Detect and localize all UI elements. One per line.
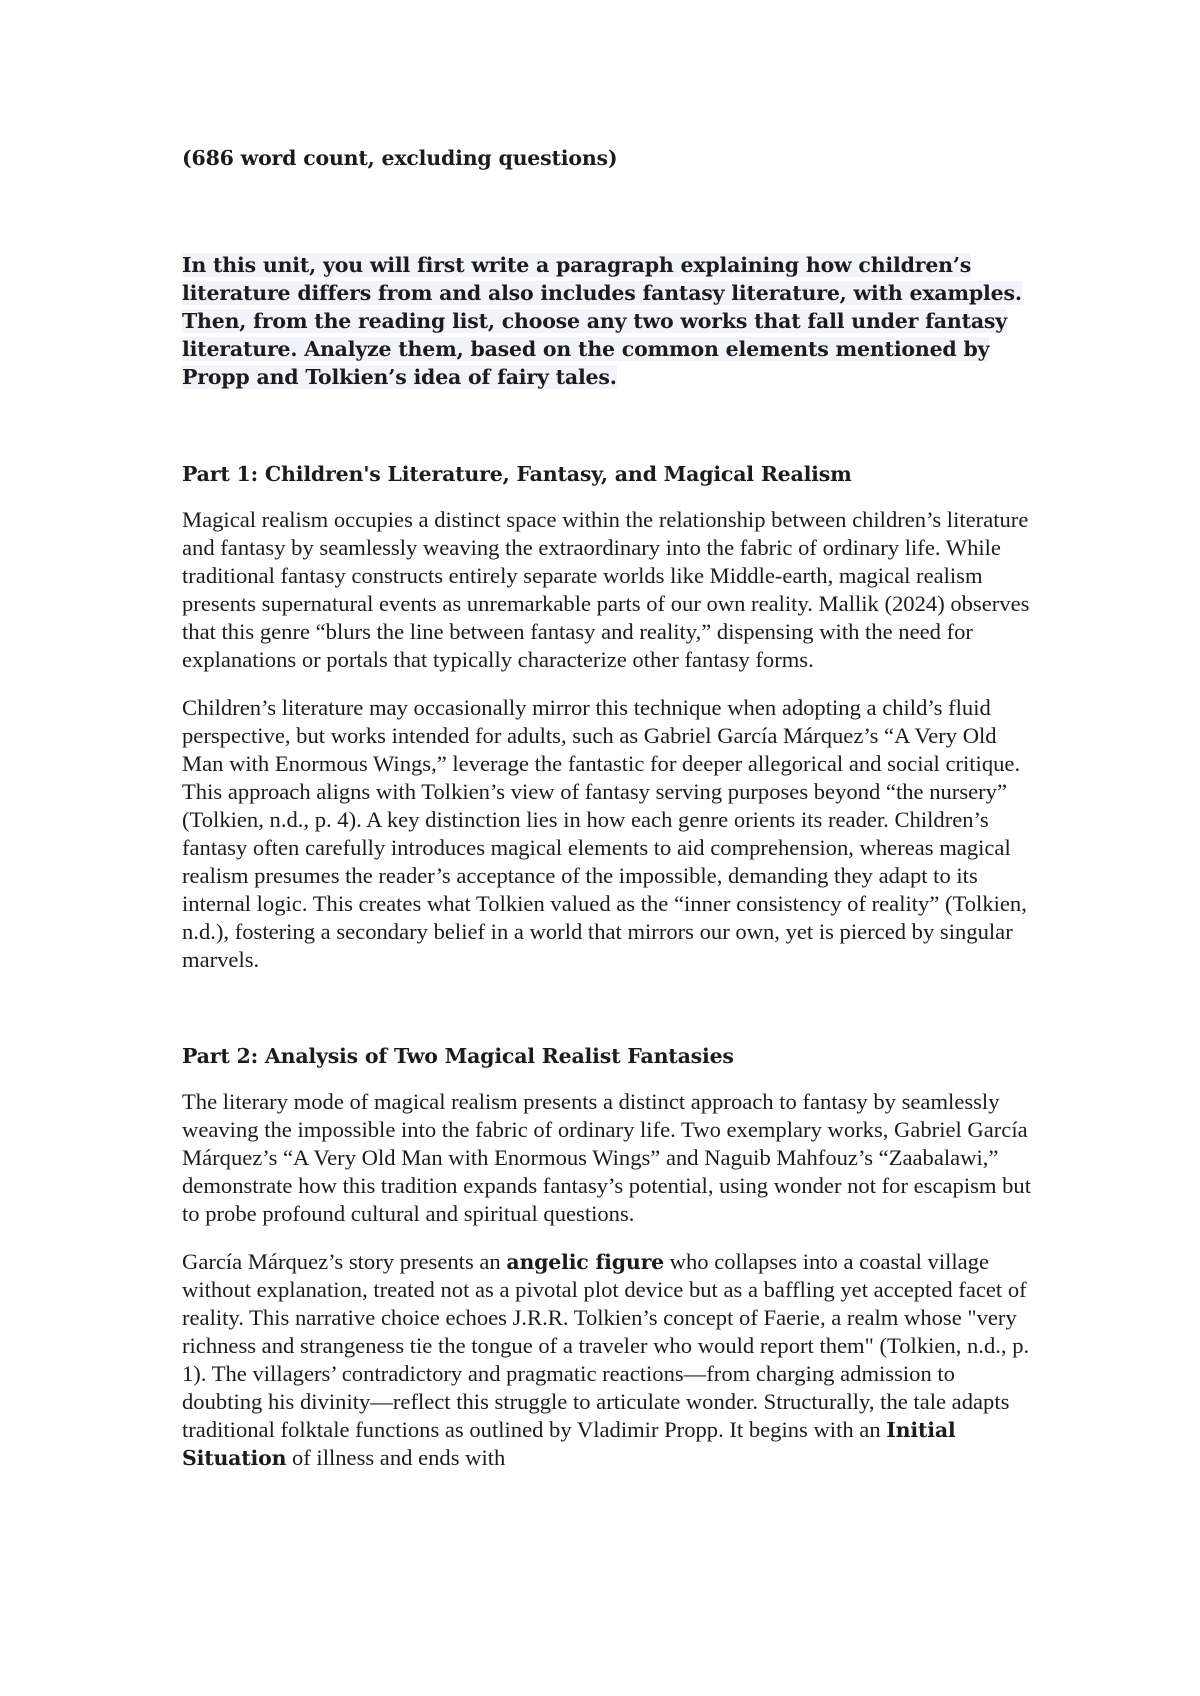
part2-paragraph-1: The literary mode of magical realism presents a distinct approach to fantasy by seamlessly weaving the impossible into the fabric of ordinary life. Two exemplary works, Gabriel García Márquez’s “A Very Old Man with Enormous Wings” and Naguib Mahfouz’s “Zaabalawi,” demonstrate how this tradition expands fantasy’s potential, using wonder not for escapism but to probe profound cultural and spiritual questions.	[182, 1089, 1031, 1226]
document-content	[182, 144, 1032, 1472]
part2-paragraph-2	[182, 1248, 1032, 1472]
assignment-prompt	[182, 251, 1032, 391]
part2-heading: Part 2: Analysis of Two Magical Realist Fantasies	[182, 1044, 734, 1068]
part1-paragraph-1: Magical realism occupies a distinct space within the relationship between children’s literature and fantasy by seamlessly weaving the extraordinary into the fabric of ordinary life. While traditional fantasy constructs entirely separate worlds like Middle-earth, magical realism presents supernatural events as unremarkable parts of our own reality. Mallik (2024) observes that this genre “blurs the line between fantasy and reality,” dispensing with the need for explanations or portals that typically characterize other fantasy forms.	[182, 507, 1030, 672]
bold-term-initial-situation: Initial Situation	[182, 1418, 956, 1470]
bold-term-angelic-figure: angelic figure	[506, 1250, 665, 1274]
part2-paragraph-2-text-c: of illness and ends with	[286, 1445, 506, 1470]
part1-paragraph-2: Children’s literature may occasionally mirror this technique when adopting a child’s fluid perspective, but works intended for adults, such as Gabriel García Márquez’s “A Very Old Man with Enormous Wings,” leverage the fantastic for deeper allegorical and social critique. This approach aligns with Tolkien’s view of fantasy serving purposes beyond “the nursery” (Tolkien, n.d., p. 4). A key distinction lies in how each genre orients its reader. Children’s fantasy often carefully introduces magical elements to aid comprehension, whereas magical realism presumes the reader’s acceptance of the impossible, demanding they adapt to its internal logic. This creates what Tolkien valued as the “inner consistency of reality” (Tolkien, n.d.), fostering a secondary belief in a world that mirrors our own, yet is pierced by singular marvels.	[182, 695, 1027, 972]
assignment-prompt-text: In this unit, you will first write a paragraph explaining how children’s literature differs from and also includes fantasy literature, with examples. Then, from the reading list, choose any two works that fall under fantasy literature. Analyze them, based on the common elements mentioned by Propp and Tolkien’s idea of fairy tales.	[182, 253, 1022, 389]
part2-paragraph-2-text-b: who collapses into a coastal village without explanation, treated not as a pivotal plot device but as a baffling yet accepted facet of reality. This narrative choice echoes J.R.R. Tolkien’s concept of Faerie, a realm whose "very richness and strangeness tie the tongue of a traveler who would report them" (Tolkien, n.d., p. 1). The villagers’ contradictory and pragmatic reactions—from charging admission to doubting his divinity—reflect this struggle to articulate wonder. Structurally, the tale adapts traditional folktale functions as outlined by Vladimir Propp. It begins with an	[182, 1249, 1030, 1442]
part2-paragraph-2-text-a: García Márquez’s story presents an	[182, 1249, 507, 1274]
word-count-note: (686 word count, excluding questions)	[182, 146, 618, 170]
part1-heading: Part 1: Children's Literature, Fantasy, and Magical Realism	[182, 462, 852, 486]
